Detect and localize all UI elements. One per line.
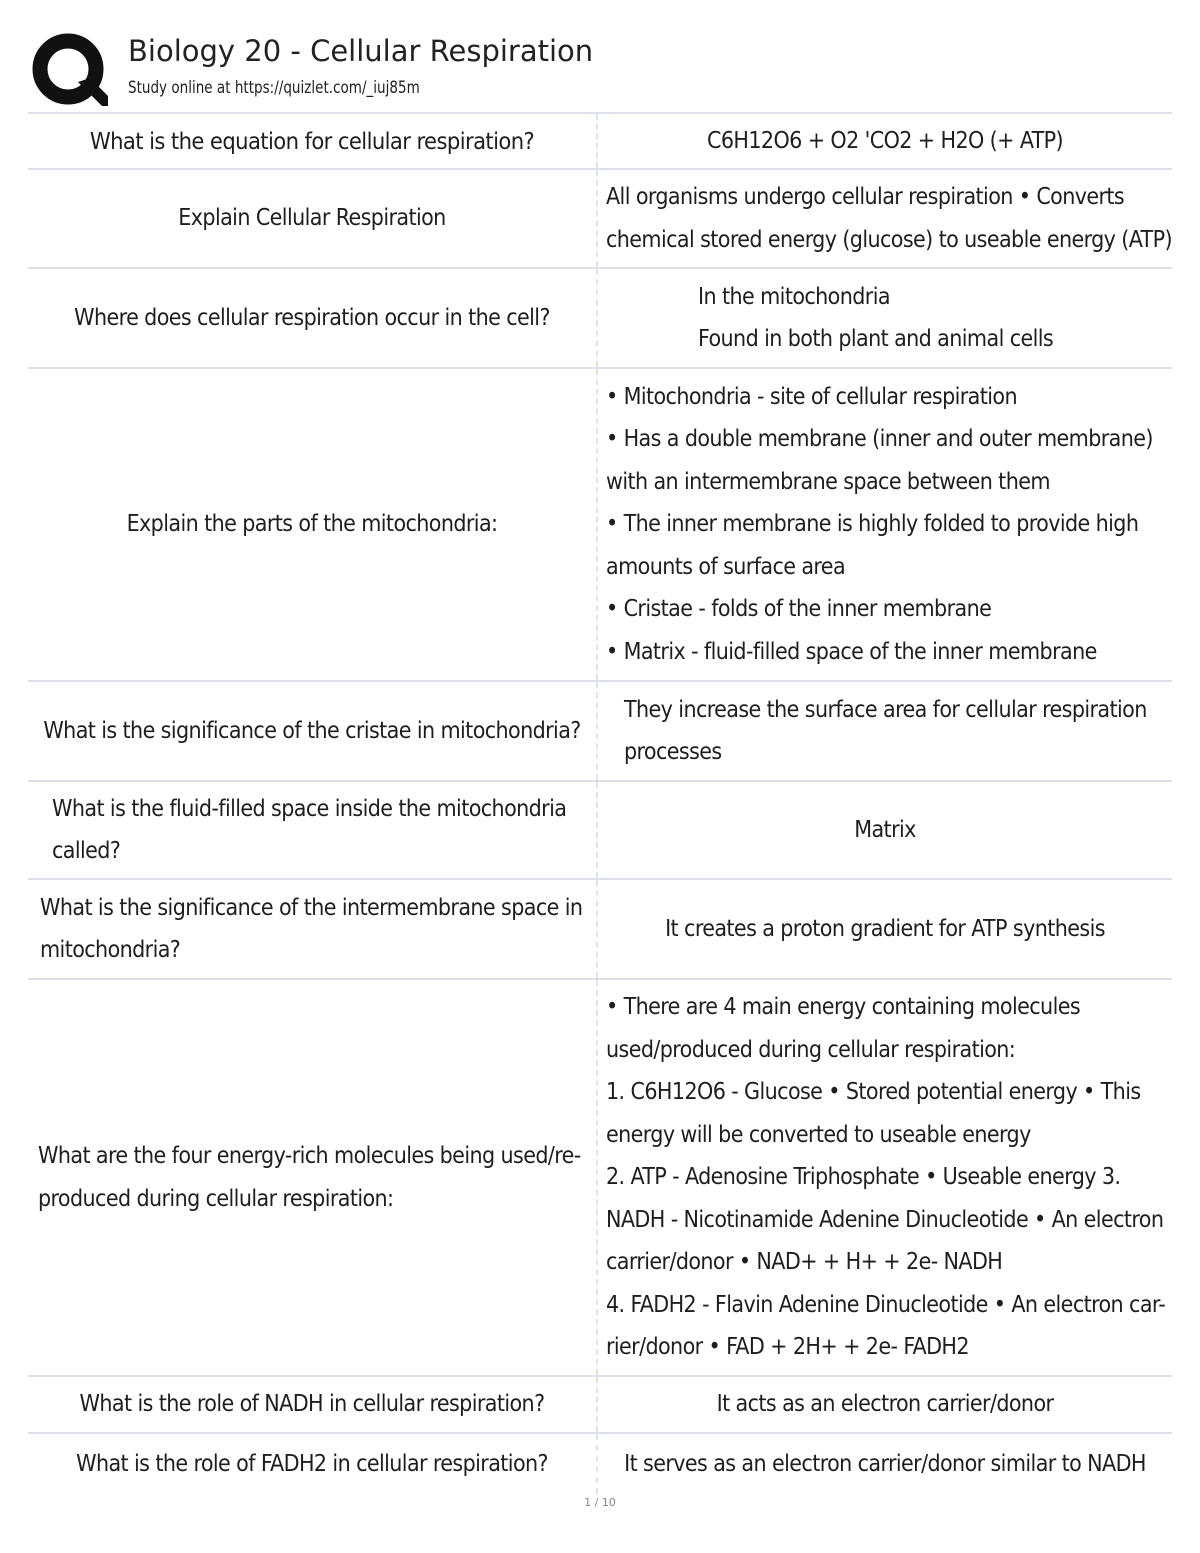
answer-line: energy will be converted to useable energy (606, 1121, 1031, 1148)
answer-line: with an intermembrane space between them (606, 468, 1050, 495)
card-question (28, 369, 598, 680)
answer-line: carrier/donor • NAD+ + H+ + 2e- NADH (606, 1249, 1003, 1276)
answer-line: used/produced during cellular respiration: (606, 1036, 1016, 1063)
card-question (28, 269, 598, 367)
answer-line: C6H12O6 + O2 'CO2 + H2O (+ ATP) (706, 127, 1064, 154)
card-row (28, 170, 1172, 269)
study-link-text: Study online at https://quizlet.com/_iuj85m (128, 78, 420, 97)
flashcard-table (28, 114, 1172, 1494)
card-answer (598, 1377, 1172, 1432)
card-row (28, 269, 1172, 369)
card-row (28, 1434, 1172, 1494)
quizlet-logo-icon (32, 32, 108, 108)
card-answer (598, 170, 1172, 267)
answer-line: 4. FADH2 - Flavin Adenine Dinucleotide • An electron car- (606, 1291, 1166, 1318)
card-question (28, 170, 598, 267)
card-question (28, 880, 598, 978)
question-line: Explain Cellular Respiration (178, 205, 446, 232)
card-row (28, 682, 1172, 782)
card-answer (598, 114, 1172, 168)
question-line: What is the role of NADH in cellular respiration? (79, 1391, 545, 1418)
answer-line: amounts of surface area (606, 553, 846, 580)
answer-line: • There are 4 main energy containing molecules (606, 994, 1081, 1021)
question-line: Explain the parts of the mitochondria: (126, 511, 498, 538)
card-answer (598, 1434, 1172, 1494)
card-row (28, 369, 1172, 682)
card-question (28, 782, 598, 878)
card-row (28, 880, 1172, 980)
answer-line: NADH - Nicotinamide Adenine Dinucleotide • An electron (606, 1206, 1164, 1233)
answer-line: It serves as an electron carrier/donor similar to NADH (624, 1450, 1146, 1477)
question-line: Where does cellular respiration occur in the cell? (74, 304, 550, 331)
question-line: produced during cellular respiration: (38, 1185, 394, 1212)
answer-line: chemical stored energy (glucose) to useable energy (ATP) (606, 226, 1172, 253)
answer-line: processes (624, 739, 722, 765)
answer-line: Found in both plant and animal cells (698, 326, 1054, 352)
card-row (28, 782, 1172, 880)
question-line: What is the role of FADH2 in cellular respiration? (76, 1450, 548, 1477)
answer-line: Matrix (854, 816, 916, 843)
document-header (28, 28, 1172, 112)
question-line: What is the significance of the intermembrane space in (40, 894, 583, 921)
card-question (28, 980, 598, 1375)
card-answer (598, 782, 1172, 878)
card-question (28, 1377, 598, 1432)
card-answer (598, 980, 1172, 1375)
question-line: mitochondria? (40, 937, 181, 963)
answer-line: 1. C6H12O6 - Glucose • Stored potential energy • This (606, 1079, 1141, 1106)
card-question (28, 114, 598, 168)
answer-line: In the mitochondria (698, 283, 890, 310)
answer-line: They increase the surface area for cellular respiration (624, 696, 1147, 723)
card-row (28, 980, 1172, 1377)
answer-line: • Mitochondria - site of cellular respiration (606, 383, 1017, 410)
card-question (28, 682, 598, 780)
answer-line: It creates a proton gradient for ATP synthesis (665, 915, 1105, 942)
card-row (28, 114, 1172, 170)
answer-line: • Cristae - folds of the inner membrane (606, 596, 992, 623)
question-line: What is the significance of the cristae in mitochondria? (43, 717, 581, 744)
document-title: Biology 20 - Cellular Respiration (128, 34, 594, 68)
card-answer (598, 369, 1172, 680)
card-answer (598, 880, 1172, 978)
page-number: 1 / 10 (584, 1496, 616, 1509)
question-line: What is the fluid-filled space inside the mitochondria (52, 795, 567, 822)
question-line: What are the four energy-rich molecules being used/re- (38, 1143, 581, 1169)
card-question (28, 1434, 598, 1494)
answer-line: • Has a double membrane (inner and outer membrane) (606, 426, 1153, 453)
answer-line: rier/donor • FAD + 2H+ + 2e- FADH2 (606, 1334, 969, 1361)
answer-line: • The inner membrane is highly folded to provide high (606, 511, 1139, 538)
card-row (28, 1377, 1172, 1434)
card-answer (598, 269, 1172, 367)
answer-line: It acts as an electron carrier/donor (716, 1391, 1054, 1418)
answer-line: 2. ATP - Adenosine Triphosphate • Useable energy 3. (606, 1164, 1121, 1191)
answer-line: • Matrix - fluid-filled space of the inner membrane (606, 638, 1097, 665)
question-line: called? (52, 838, 121, 864)
question-line: What is the equation for cellular respiration? (89, 126, 535, 155)
answer-line: All organisms undergo cellular respiration • Converts (606, 184, 1125, 210)
card-answer (598, 682, 1172, 780)
